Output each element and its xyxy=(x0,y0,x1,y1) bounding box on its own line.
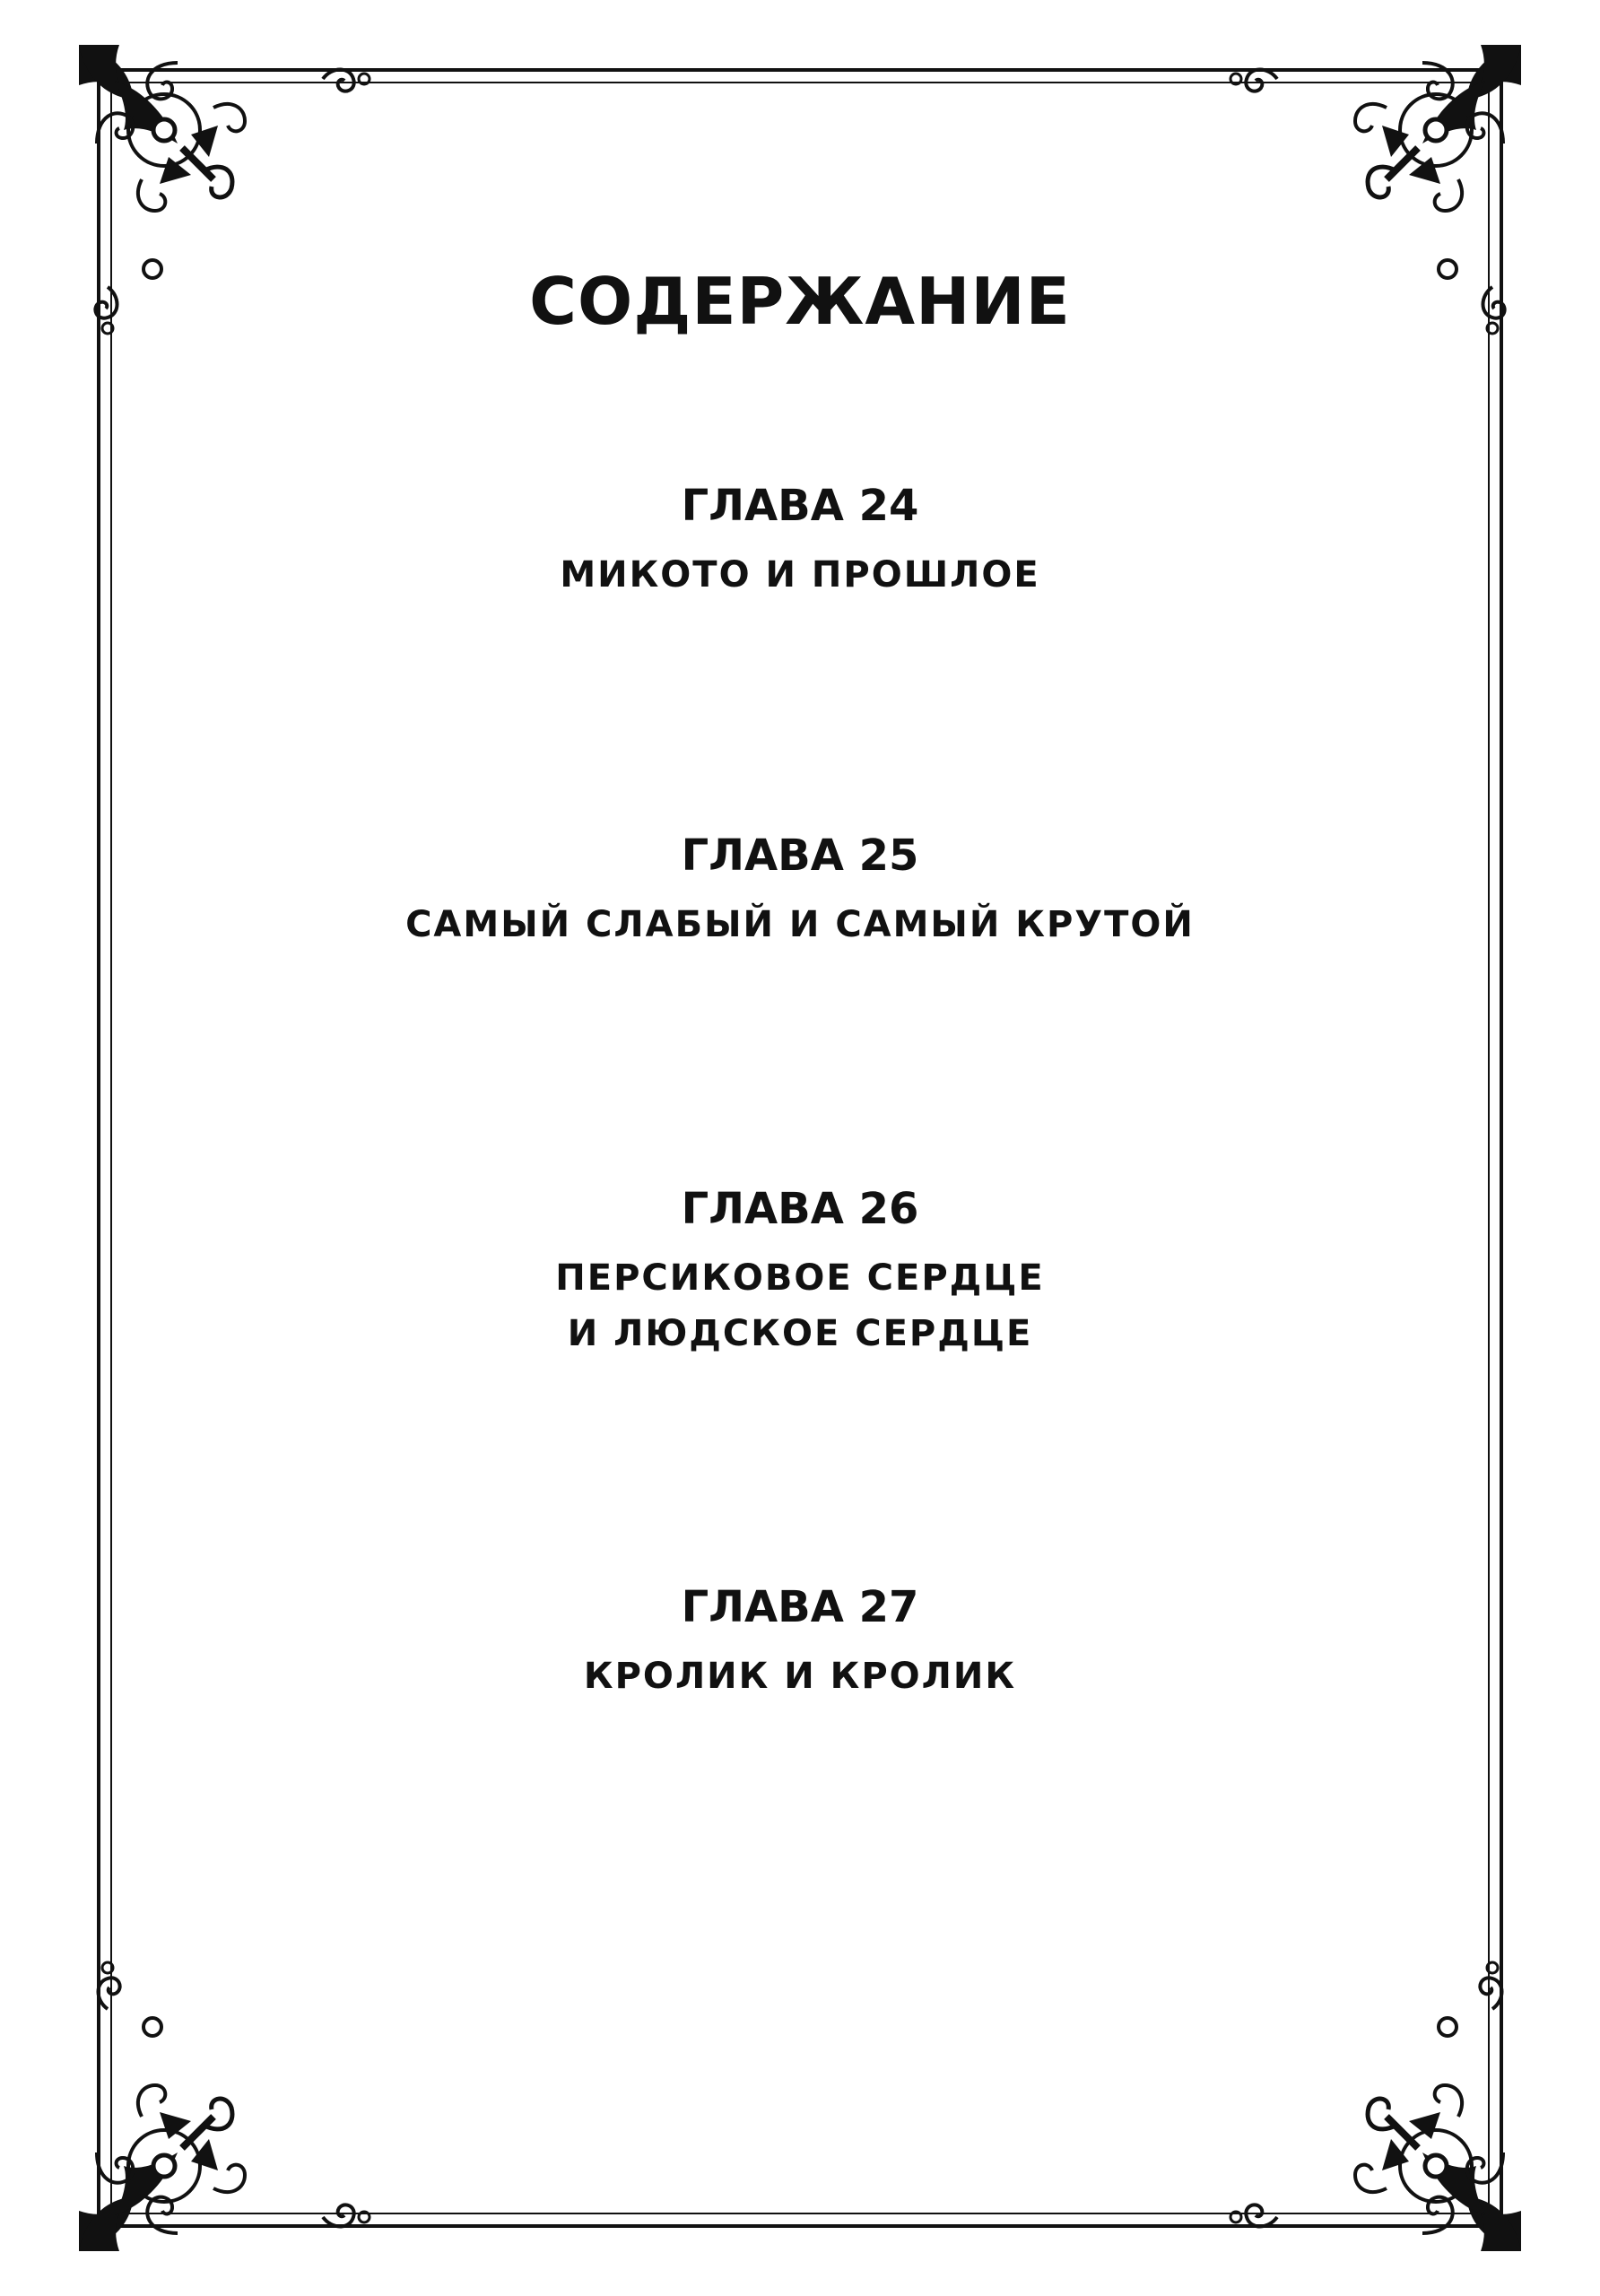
chapter-entry xyxy=(0,481,1600,603)
chapter-title: КРОЛИК И КРОЛИК xyxy=(583,1656,1017,1697)
chapter-number: ГЛАВА 24 xyxy=(681,481,919,531)
chapter-entry xyxy=(0,1184,1600,1361)
chapter-title: МИКОТО И ПРОШЛОЕ xyxy=(560,554,1040,596)
chapter-number: ГЛАВА 27 xyxy=(681,1582,919,1632)
chapter-title: ПЕРСИКОВОЕ СЕРДЦЕ И ЛЮДСКОЕ СЕРДЦЕ xyxy=(555,1257,1045,1354)
chapter-number: ГЛАВА 26 xyxy=(681,1184,919,1234)
chapter-title: САМЫЙ СЛАБЫЙ И САМЫЙ КРУТОЙ xyxy=(405,904,1195,945)
page-title: СОДЕРЖАНИЕ xyxy=(529,264,1071,339)
chapter-entry xyxy=(0,1582,1600,1704)
chapter-entry xyxy=(0,831,1600,952)
chapter-number: ГЛАВА 25 xyxy=(681,831,919,881)
